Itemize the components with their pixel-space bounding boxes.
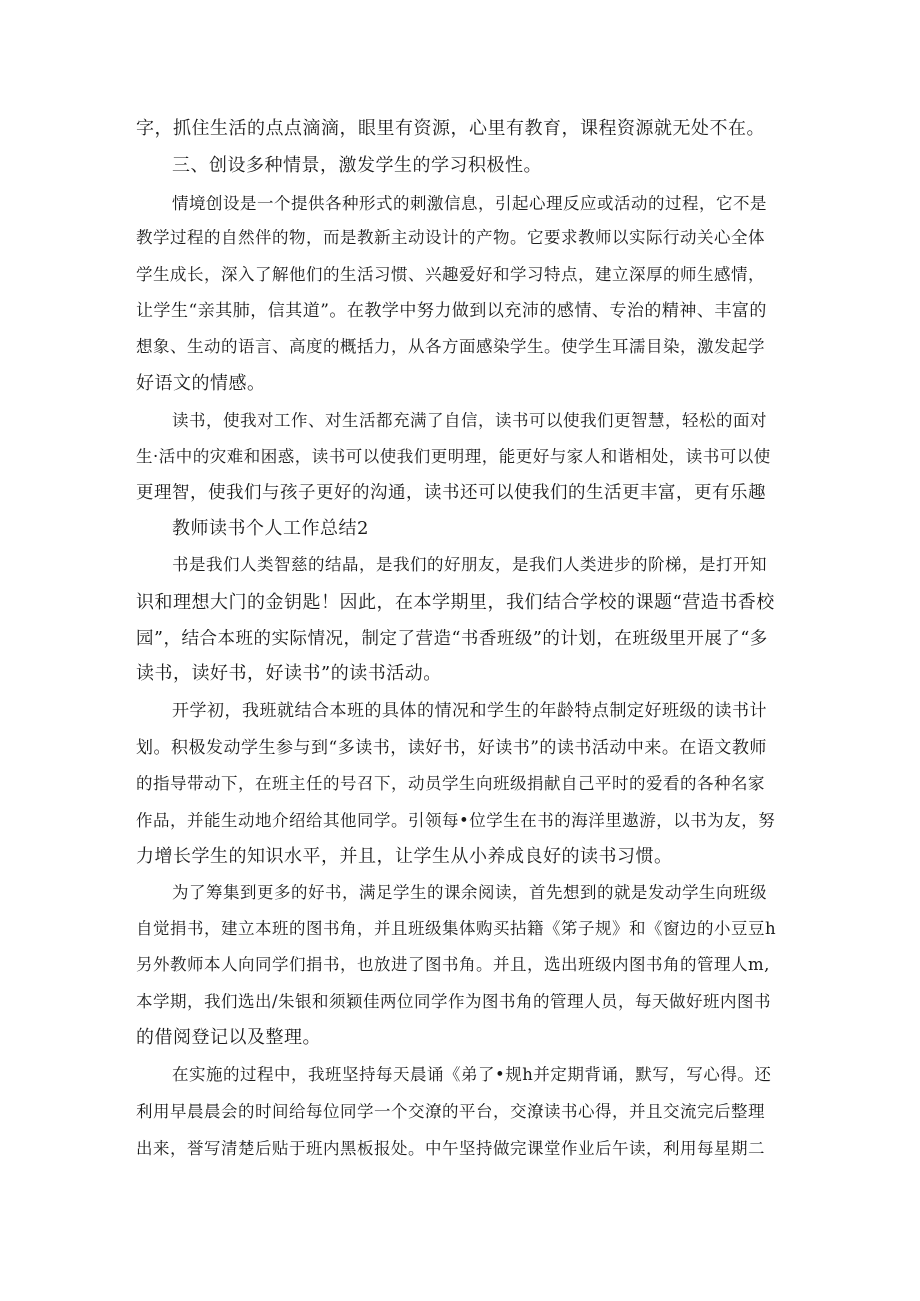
paragraph-line: 园”，结合本班的实际情况，制定了营造“书香班级”的计划，在班级里开展了“多 [136,629,768,649]
paragraph-line: 让学生“亲其肺，信其道”。在教学中努力做到以充沛的感情、专治的精神、丰富的 [136,301,767,321]
paragraph-line: 的借阅登记以及整理。 [136,1027,321,1048]
document-subtitle: 教师读书个人工作总结2 [172,518,369,539]
paragraph-line: 生·活中的灾难和困惑，读书可以使我们更明理，能更好与家人和谐相处，读书可以使 [136,447,771,466]
paragraph-line: 字，抓住生活的点点滴滴，眼里有资源，心里有教育，课程资源就无处不在。 [136,118,765,139]
paragraph-line: 读书，使我对工作、对生活都充满了自信，读书可以使我们更智慧，轻松的面对 [172,411,767,430]
paragraph-line: 想象、生动的语言、高度的概括力，从各方面感染学生。使学生耳濡目染，激发起学 [136,337,765,356]
paragraph-line: 自觉捐书，建立本班的图书角，并且班级集体购买拈籍《笫子规》和《窗边的小豆豆h [136,919,777,938]
paragraph-line: 本学期，我们选出/朱银和须颖佳两位同学作为图书角的管理人员，每天做好班内图书 [136,992,772,1011]
paragraph-line: 学生成长，深入了解他们的生活习惯、兴趣爱好和学习特点，建立深厚的师生感情， [136,265,765,284]
paragraph-line: 好语文的情感。 [136,373,266,394]
paragraph-line: 书是我们人类智慈的结晶，是我们的好朋友，是我们人类进步的阶梯，是打开知 [172,555,767,574]
paragraph-line: 识和理想大门的金钥匙！因此，在本学期里，我们结合学校的课题“营造书香校 [136,592,775,613]
section-heading: 三、创设多种情景，激发学生的学习积极性。 [172,155,542,176]
paragraph-line: 划。积极发动学生参与到“多读书，读好书，好读书”的读书活动中来。在语文教师 [136,738,767,758]
paragraph-line: 更理智，使我们与孩子更好的沟通，读书还可以使我们的生活更丰富，更有乐趣 [136,483,766,503]
paragraph-line: 作品，并能生动地介绍给其他同学。引领每•位学生在书的海洋里遨游，以书为友，努 [136,811,776,830]
paragraph-line: 另外教师本人向同学们捐书，也放进了图书角。并且，选出班级内图书角的管理人m, [136,955,770,974]
paragraph-line: 出来，誉写清楚后贴于班内黑板报处。中午坚持做完课堂作业后午读，利用每星期二 [136,1139,765,1158]
paragraph-line: 利用早晨晨会的时间给每位同学一个交潦的平台，交潦读书心得，并且交流完后整理 [136,1102,765,1121]
paragraph-line: 开学初，我班就结合本班的具体的情况和学生的年龄特点制定好班级的读书计 [172,701,767,721]
paragraph-line: 为了筹集到更多的好书，满足学生的课余阅读，首先想到的就是发动学生向班级 [172,883,767,902]
paragraph-line: 在实施的过程中，我班坚持每天晨诵《弟了•规h并定期背诵，默写，写心得。还 [172,1065,772,1084]
paragraph-line: 力增长学生的知识水平，并且，让学生从小养成良好的读书习惯。 [136,846,673,867]
paragraph-line: 的指导带动下，在班主任的号召下，动员学生向班级捐献自己平时的爱看的各种名家 [136,774,765,793]
paragraph-line: 读书，读好书，好读书”的读书活动。 [136,663,442,684]
paragraph-line: 教学过程的自然伴的物，而是教新主动设计的产物。它要求教师以实际行动关心全体 [136,228,765,247]
paragraph-line: 情境创设是一个提供各种形式的刺激信息，引起心理反应或活动的过程，它不是 [172,194,767,213]
